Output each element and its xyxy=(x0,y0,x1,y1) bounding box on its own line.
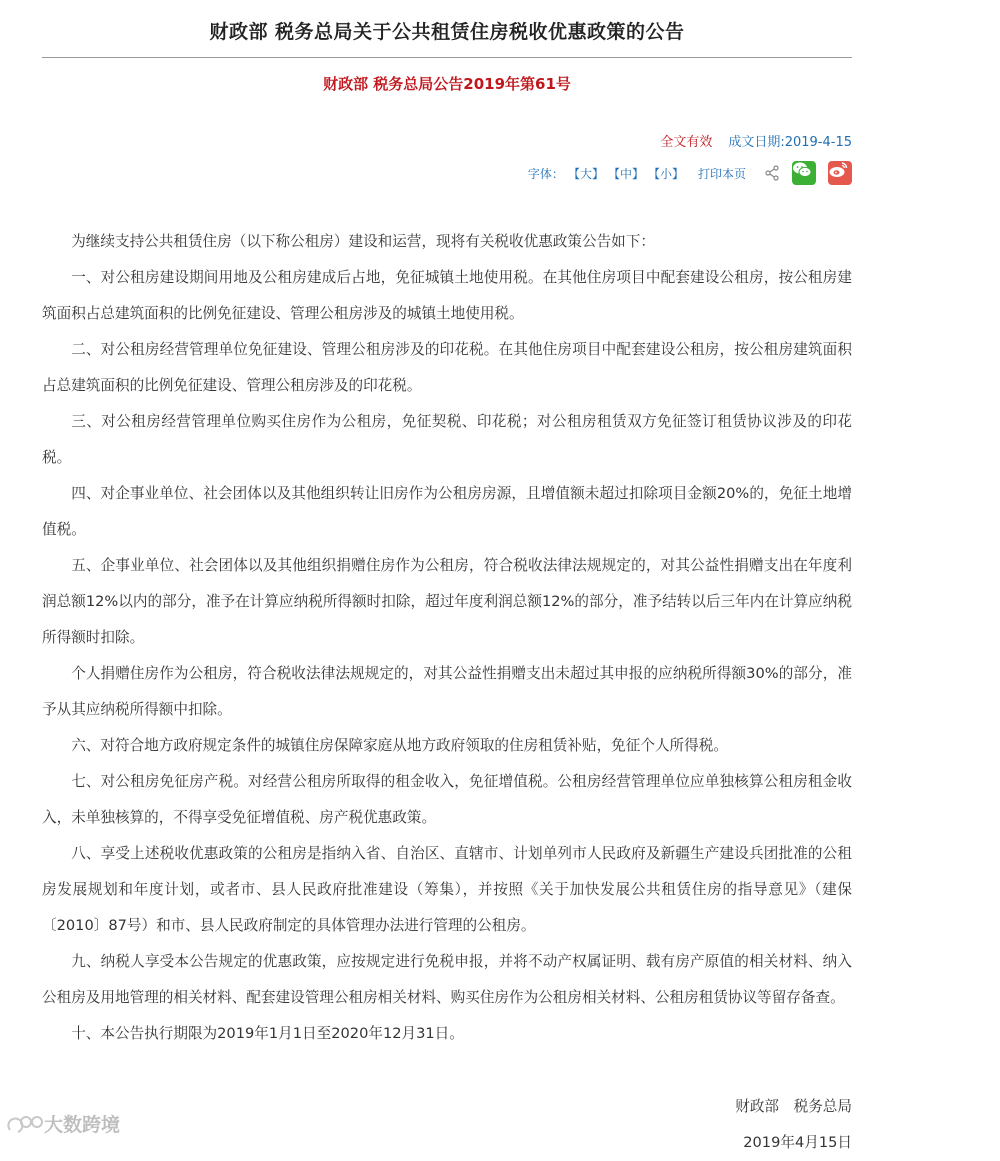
paragraph-1: 一、对公租房建设期间用地及公租房建成后占地，免征城镇土地使用税。在其他住房项目中配套建设公租房，按公租房建筑面积占总建筑面积的比例免征建设、管理公租房涉及的城镇土地使用税。 xyxy=(42,269,852,322)
font-small-button[interactable]: 【小】 xyxy=(647,166,684,181)
print-button[interactable]: 打印本页 xyxy=(697,166,746,181)
font-large-button[interactable]: 【大】 xyxy=(567,166,604,181)
watermark xyxy=(6,1110,120,1137)
document-number: 财政部 税务总局公告2019年第61号 xyxy=(323,75,571,93)
weibo-share-icon[interactable] xyxy=(828,161,852,185)
paragraph-7: 七、对公租房免征房产税。对经营公租房所取得的租金收入，免征增值税。公租房经营管理单位应单独核算公租房租金收入，未单独核算的，不得享受免征增值税、房产税优惠政策。 xyxy=(42,773,852,826)
paragraph-5: 五、企事业单位、社会团体以及其他组织捐赠住房作为公租房，符合税收法律法规规定的，对其公益性捐赠支出在年度利润总额12%以内的部分，准予在计算应纳税所得额时扣除，超过年度利润总额12%的部分，准予结转以后三年内在计算应纳税所得额时扣除。 xyxy=(42,557,852,646)
wechat-share-icon[interactable] xyxy=(792,161,816,185)
paragraph-4: 四、对企事业单位、社会团体以及其他组织转让旧房作为公租房房源，且增值额未超过扣除项目金额20%的，免征土地增值税。 xyxy=(42,485,852,538)
share-icon[interactable] xyxy=(764,165,780,181)
paragraph-10: 十、本公告执行期限为2019年1月1日至2020年12月31日。 xyxy=(71,1025,464,1042)
issuing-authority: 财政部 税务总局 xyxy=(735,1098,852,1115)
issue-date: 成文日期:2019-4-15 xyxy=(728,135,852,150)
title-divider xyxy=(42,57,852,58)
article-body xyxy=(42,224,852,1052)
sign-off xyxy=(735,1089,852,1161)
paragraph-8: 八、享受上述税收优惠政策的公租房是指纳入省、自治区、直辖市、计划单列市人民政府及新疆生产建设兵团批准的公租房发展规划和年度计划，或者市、县人民政府批准建设（筹集），并按照《关于加快发展公共租赁住房的指导意见》（建保〔2010〕87号）和市、县人民政府制定的具体管理办法进行管理的公租房。 xyxy=(42,845,852,934)
paragraph-6: 六、对符合地方政府规定条件的城镇住房保障家庭从地方政府领取的住房租赁补贴，免征个人所得税。 xyxy=(71,737,728,754)
paragraph-3: 三、对公租房经营管理单位购买住房作为公租房，免征契税、印花税；对公租房租赁双方免征签订租赁协议涉及的印花税。 xyxy=(42,413,852,466)
font-size-label: 字体： xyxy=(527,166,564,181)
watermark-text: 大数跨境 xyxy=(44,1114,121,1136)
toolbar xyxy=(528,160,852,186)
signing-date: 2019年4月15日 xyxy=(743,1134,852,1151)
paragraph-intro: 为继续支持公共租赁住房（以下称公租房）建设和运营，现将有关税收优惠政策公告如下： xyxy=(71,233,655,250)
paragraph-5-individual: 个人捐赠住房作为公租房，符合税收法律法规规定的，对其公益性捐赠支出未超过其申报的应纳税所得额30%的部分，准予从其应纳税所得额中扣除。 xyxy=(42,665,852,718)
paragraph-2: 二、对公租房经营管理单位免征建设、管理公租房涉及的印花税。在其他住房项目中配套建设公租房，按公租房建筑面积占总建筑面积的比例免征建设、管理公租房涉及的印花税。 xyxy=(42,341,852,394)
watermark-logo-icon xyxy=(6,1112,44,1136)
meta-line xyxy=(660,131,852,150)
font-medium-button[interactable]: 【中】 xyxy=(607,166,644,181)
page-title: 财政部 税务总局关于公共租赁住房税收优惠政策的公告 xyxy=(209,21,685,43)
paragraph-9: 九、纳税人享受本公告规定的优惠政策，应按规定进行免税申报，并将不动产权属证明、载有房产原值的相关材料、纳入公租房及用地管理的相关材料、配套建设管理公租房相关材料、购买住房作为公租房相关材料、公租房租赁协议等留存备查。 xyxy=(42,953,852,1006)
validity-status: 全文有效 xyxy=(660,135,713,150)
